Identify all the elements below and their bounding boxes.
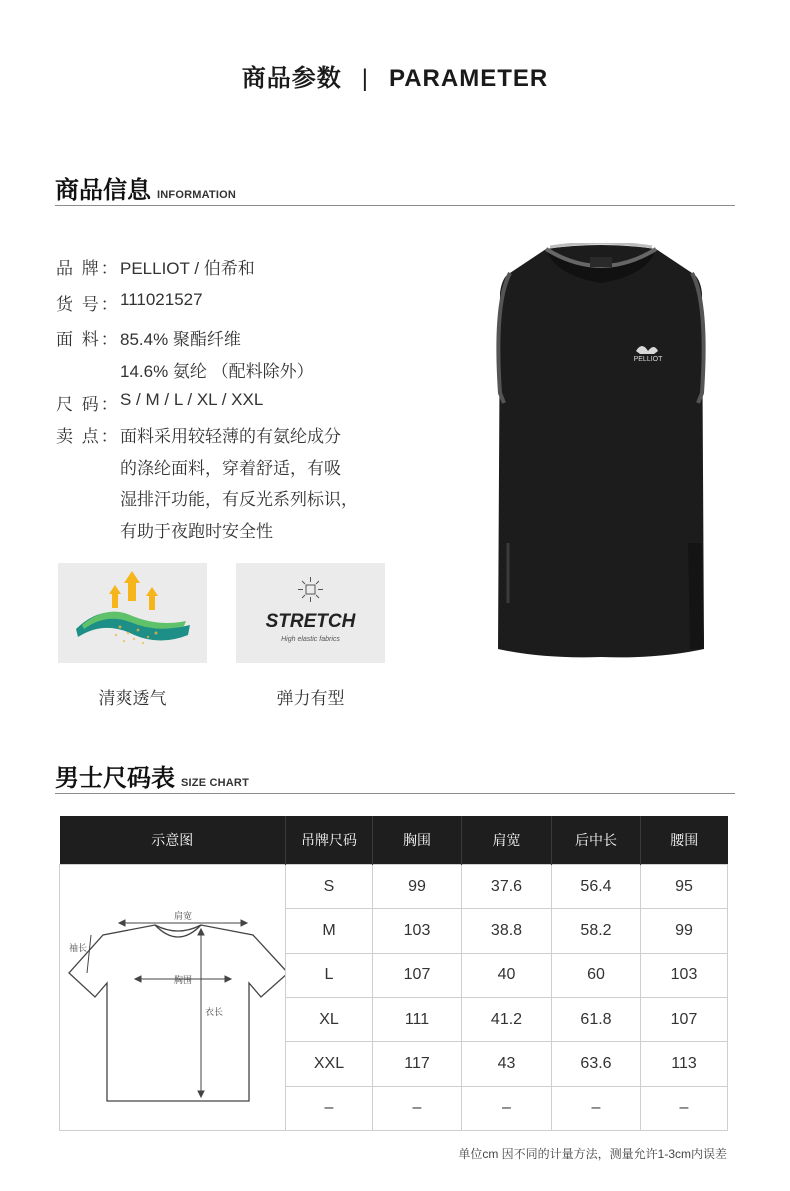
size-section-title: 男士尺码表: [55, 765, 175, 792]
diagram-label-shoulder: 肩宽: [173, 911, 192, 921]
feature-tile-breathable: [58, 563, 207, 663]
stretch-icon: [236, 563, 385, 663]
breathable-icon: [58, 563, 207, 663]
spec-selling-line-3: 湿排汗功能，有反光系列标识，: [120, 490, 358, 509]
product-logo-text: PELLIOT: [633, 356, 663, 363]
size-divider: [55, 793, 735, 794]
cell-waist: –: [641, 1086, 728, 1130]
cell-chest: –: [373, 1086, 462, 1130]
cell-waist: 95: [641, 865, 728, 909]
spec-sku-value: 111021527: [120, 290, 203, 309]
diagram-label-length: 衣长: [204, 1007, 223, 1017]
heading-separator: |: [361, 65, 369, 92]
col-header-length: 后中长: [552, 816, 641, 865]
cell-length: –: [552, 1086, 641, 1130]
cell-size: L: [286, 953, 373, 997]
diagram-label-sleeve: 袖长: [68, 943, 87, 953]
diagram-label-chest: 胸围: [173, 975, 192, 985]
size-table-header-row: [60, 816, 728, 865]
spec-size-label: 尺 码：: [56, 395, 120, 414]
cell-length: 58.2: [552, 909, 641, 953]
product-image: [488, 243, 714, 659]
cell-length: 61.8: [552, 997, 641, 1041]
spec-fabric-label: 面 料：: [56, 330, 120, 349]
spec-brand-value: PELLIOT / 伯希和: [120, 259, 255, 278]
cell-waist: 107: [641, 997, 728, 1041]
spec-sku-label: 货 号：: [56, 295, 120, 314]
cell-shoulder: 40: [462, 953, 552, 997]
cell-length: 63.6: [552, 1042, 641, 1086]
spec-selling: [56, 422, 341, 447]
heading-en: PARAMETER: [389, 65, 549, 92]
table-row: [60, 865, 728, 909]
cell-shoulder: 43: [462, 1042, 552, 1086]
feature-label-breathable: 清爽透气: [98, 689, 167, 708]
cell-chest: 103: [373, 909, 462, 953]
tshirt-measure-diagram: [61, 865, 285, 1125]
cell-shoulder: –: [462, 1086, 552, 1130]
col-header-waist: 腰围: [641, 816, 728, 865]
cell-chest: 99: [373, 865, 462, 909]
info-section-title: 商品信息: [55, 177, 151, 204]
page-heading: [0, 58, 790, 93]
cell-length: 56.4: [552, 865, 641, 909]
stretch-badge-text: STRETCH: [265, 611, 356, 632]
cell-waist: 103: [641, 953, 728, 997]
cell-chest: 111: [373, 997, 462, 1041]
info-section-subtitle: INFORMATION: [157, 189, 236, 201]
stretch-badge-sub: High elastic fabrics: [281, 636, 340, 643]
col-header-chest: 胸围: [373, 816, 462, 865]
tank-top-illustration: [488, 243, 714, 659]
info-divider: [55, 205, 735, 206]
spec-fabric: [56, 325, 241, 350]
cell-size: XXL: [286, 1042, 373, 1086]
spec-brand-label: 品 牌：: [56, 259, 120, 278]
size-chart-table: [59, 816, 728, 1131]
cell-size: M: [286, 909, 373, 953]
cell-shoulder: 37.6: [462, 865, 552, 909]
spec-fabric-value2: 14.6% 氨纶 （配料除外）: [120, 362, 314, 381]
cell-shoulder: 41.2: [462, 997, 552, 1041]
col-header-diagram: 示意图: [60, 816, 286, 865]
feature-tile-stretch: [236, 563, 385, 663]
cell-size: S: [286, 865, 373, 909]
cell-size: XL: [286, 997, 373, 1041]
info-section-header: [55, 170, 236, 205]
size-diagram-cell: [60, 865, 286, 1131]
cell-size: –: [286, 1086, 373, 1130]
spec-size: [56, 390, 263, 415]
spec-fabric-value: 85.4% 聚酯纤维: [120, 330, 241, 349]
cell-chest: 107: [373, 953, 462, 997]
cell-length: 60: [552, 953, 641, 997]
size-section-header: [55, 758, 249, 793]
spec-selling-label: 卖 点：: [56, 427, 120, 446]
spec-selling-line-2: 的涤纶面料，穿着舒适，有吸: [120, 459, 341, 478]
spec-selling-line-1: 面料采用较轻薄的有氨纶成分: [120, 427, 341, 446]
spec-brand: [56, 254, 255, 279]
col-header-tag-size: 吊牌尺码: [286, 816, 373, 865]
size-section-subtitle: SIZE CHART: [181, 777, 249, 789]
spec-size-value: S / M / L / XL / XXL: [120, 390, 264, 409]
spec-sku: [56, 290, 203, 315]
spec-selling-line-4: 有助于夜跑时安全性: [120, 522, 273, 541]
col-header-shoulder: 肩宽: [462, 816, 552, 865]
cell-waist: 99: [641, 909, 728, 953]
heading-cn: 商品参数: [241, 65, 342, 92]
cell-waist: 113: [641, 1042, 728, 1086]
feature-label-stretch: 弹力有型: [276, 689, 345, 708]
size-footnote: 单位cm 因不同的计量方法，测量允许1-3cm内误差: [458, 1147, 727, 1161]
cell-chest: 117: [373, 1042, 462, 1086]
cell-shoulder: 38.8: [462, 909, 552, 953]
